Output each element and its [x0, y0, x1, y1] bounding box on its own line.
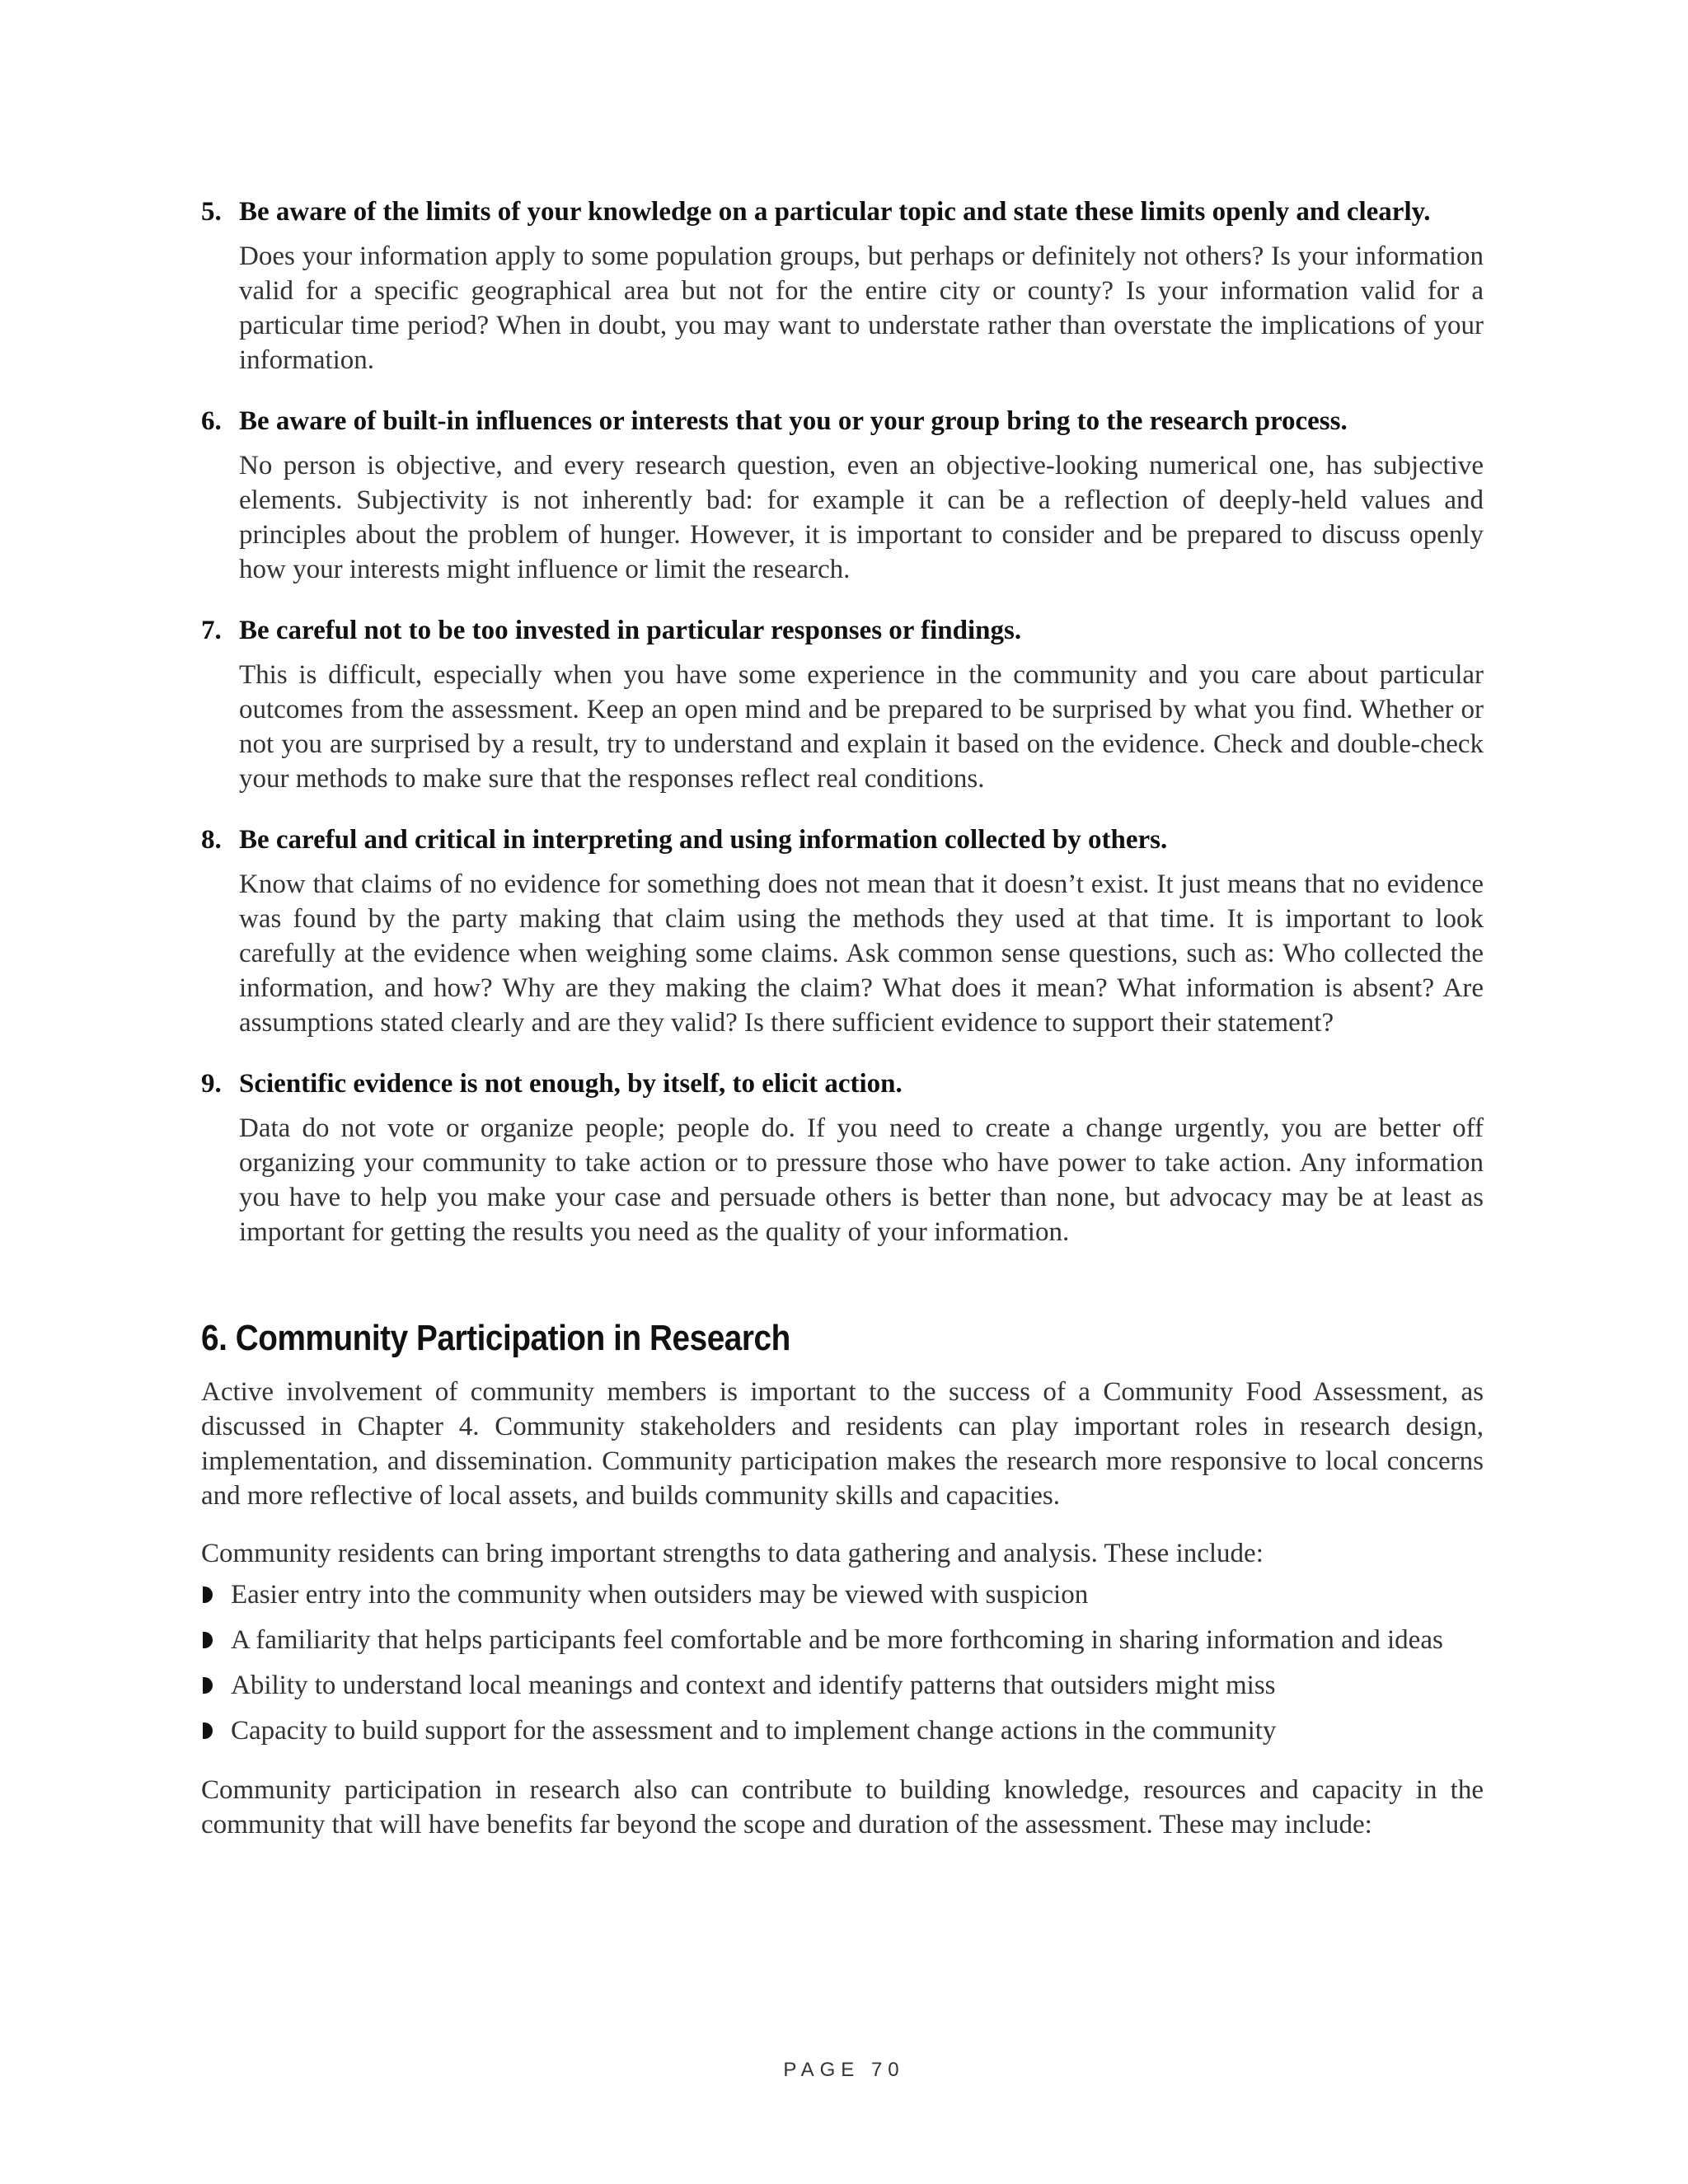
bullet-icon	[203, 1632, 213, 1648]
section-paragraph: Active involvement of community members is important to the success of a Community Food Assessment, as discussed in Chapter 4. Community stakeholders and residents can play important roles in research design, implementation, and dissemination. Community participation makes the research more responsive to local concerns and more reflective of local assets, and builds community skills and capacities.	[201, 1377, 1484, 1511]
list-item	[201, 1577, 1484, 1612]
page-content	[201, 194, 1484, 1865]
item-heading: Be aware of built-in influences or interests that you or your group bring to the research process.	[239, 406, 1348, 436]
item-number: 6.	[201, 406, 222, 436]
strengths-list	[201, 1577, 1484, 1748]
guideline-item-6	[201, 404, 1484, 587]
item-body: This is difficult, especially when you have some experience in the community and you care about particular outcomes from the assessment. Keep an open mind and be prepared to be surprised by what you find. Whether or not you are surprised by a result, try to understand and explain it based on the evidence. Check and double-check your methods to make sure that the responses reflect real conditions.	[239, 660, 1484, 794]
list-item-text: A familiarity that helps participants feel comfortable and be more forthcoming in sharing information and ideas	[231, 1625, 1443, 1655]
item-body: Does your information apply to some population groups, but perhaps or definitely not others? Is your information valid for a specific geographical area but not for the entire city or county? Is your information valid for a particular time period? When in doubt, you may want to understate rather than overstate the implications of your information.	[239, 241, 1484, 375]
item-body: No person is objective, and every research question, even an objective-looking numerical one, has subjective elements. Subjectivity is not inherently bad: for example it can be a reflection of deeply-held values and principles about the problem of hunger. However, it is important to consider and be prepared to discuss openly how your interests might influence or limit the research.	[239, 451, 1484, 584]
page-number: PAGE 70	[783, 2059, 905, 2081]
guideline-item-5	[201, 194, 1484, 377]
item-heading: Be careful and critical in interpreting and using information collected by others.	[239, 825, 1168, 855]
bullet-icon	[203, 1677, 213, 1694]
list-item-text: Easier entry into the community when outsiders may be viewed with suspicion	[231, 1580, 1089, 1610]
item-number: 7.	[201, 616, 222, 645]
bullet-icon	[203, 1722, 213, 1739]
list-item-text: Ability to understand local meanings and context and identify patterns that outsiders might miss	[231, 1671, 1276, 1700]
bullet-icon	[203, 1586, 213, 1603]
item-heading: Scientific evidence is not enough, by itself, to elicit action.	[239, 1069, 903, 1099]
item-number: 5.	[201, 197, 222, 227]
item-number: 8.	[201, 825, 222, 855]
item-body: Know that claims of no evidence for something does not mean that it doesn’t exist. It just means that no evidence was found by the party making that claim using the methods they used at that time. It is important to look carefully at the evidence when weighing some claims. Ask common sense questions, such as: Who collected the information, and how? Why are they making the claim? What does it mean? What information is absent? Are assumptions stated clearly and are they valid? Is there sufficient evidence to support their statement?	[239, 869, 1484, 1038]
section-title: 6. Community Participation in Research	[201, 1318, 790, 1358]
item-heading: Be aware of the limits of your knowledge on a particular topic and state these limits openly and clearly.	[239, 197, 1431, 227]
guideline-item-8	[201, 823, 1484, 1040]
list-item	[201, 1623, 1484, 1657]
item-number: 9.	[201, 1069, 222, 1099]
item-body: Data do not vote or organize people; people do. If you need to create a change urgently, you are better off organizing your community to take action or to pressure those who have power to take action. Any information you have to help you make your case and persuade others is better than none, but advocacy may be at least as important for getting the results you need as the quality of your information.	[239, 1113, 1484, 1247]
list-item	[201, 1713, 1484, 1748]
list-item-text: Capacity to build support for the assessment and to implement change actions in the community	[231, 1716, 1277, 1746]
list-item	[201, 1668, 1484, 1703]
closing-paragraph: Community participation in research also can contribute to building knowledge, resources and capacity in the community that will have benefits far beyond the scope and duration of the assessment. These may include:	[201, 1775, 1484, 1840]
bullet-intro: Community residents can bring important strengths to data gathering and analysis. These include:	[201, 1539, 1264, 1568]
guideline-item-9	[201, 1066, 1484, 1249]
item-heading: Be careful not to be too invested in particular responses or findings.	[239, 616, 1022, 645]
guideline-item-7	[201, 613, 1484, 796]
